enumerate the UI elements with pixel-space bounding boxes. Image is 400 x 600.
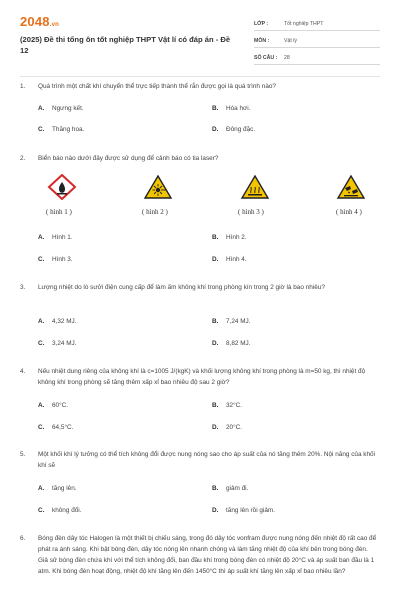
question-number: 3. [20, 284, 26, 291]
option-letter: B. [212, 402, 219, 409]
question-number: 5. [20, 451, 26, 458]
option-text: Hình 3. [52, 256, 73, 263]
option-text: Hình 2. [226, 234, 247, 241]
meta-value: Tốt nghiệp THPT [284, 21, 324, 27]
option-text: Hóa hơi. [226, 105, 251, 112]
option-text: Ngưng kết. [52, 105, 84, 112]
option-d[interactable] [212, 126, 255, 133]
option-text: giảm đi. [226, 485, 249, 492]
header-divider [20, 76, 380, 77]
option-letter: C. [38, 507, 45, 514]
option-letter: C. [38, 340, 45, 347]
option-text: 64,5°C. [52, 424, 74, 431]
option-c[interactable] [38, 340, 77, 347]
option-letter: D. [212, 340, 219, 347]
question-4 [20, 366, 378, 388]
option-a[interactable] [38, 318, 77, 325]
meta-row-count [254, 48, 380, 65]
option-a[interactable] [38, 485, 77, 492]
option-text: Hình 1. [52, 234, 73, 241]
logo-suffix: .vn [49, 22, 60, 28]
option-letter: A. [38, 318, 45, 325]
question-5 [20, 449, 378, 471]
option-text: không đổi. [52, 507, 82, 514]
option-letter: C. [38, 424, 45, 431]
document-title: (2025) Đề thi tổng ôn tốt nghiệp THPT Vật lí có đáp án - Đề 12 [20, 35, 231, 55]
option-text: 60°C. [52, 402, 69, 409]
option-text: 3,24 MJ. [52, 340, 77, 347]
option-letter: A. [38, 105, 45, 112]
option-letter: A. [38, 234, 45, 241]
logo-text: 2048 [20, 14, 50, 29]
corrosive-sign-icon [336, 174, 366, 200]
option-d[interactable] [212, 507, 275, 514]
option-text: Thăng hoa. [52, 126, 85, 133]
flammable-sign-icon [47, 174, 77, 200]
option-text: tăng lên rồi giảm. [226, 507, 276, 514]
question-text: Một khối khí lý tưởng có thể tích không đổi được nung nóng sao cho áp suất của nó tăng thêm 20%. Nội năng của khối khí sẽ [38, 451, 376, 469]
question-text: Quá trình một chất khí chuyển thể trực tiếp thành thể rắn được gọi là quá trình nào? [38, 83, 276, 90]
meta-key: SỐ CÂU : [254, 55, 278, 61]
option-b[interactable] [212, 318, 251, 325]
option-text: 20°C. [226, 424, 243, 431]
meta-value: 28 [284, 55, 290, 61]
laser-warning-icon [143, 174, 173, 200]
question-1 [20, 81, 378, 92]
option-a[interactable] [38, 234, 73, 241]
question-6 [20, 533, 378, 577]
option-text: 8,82 MJ. [226, 340, 251, 347]
option-text: 4,32 MJ. [52, 318, 77, 325]
site-logo[interactable] [20, 14, 59, 29]
option-letter: A. [38, 402, 45, 409]
figure-caption-4: ( hình 4 ) [336, 208, 362, 216]
option-letter: C. [38, 256, 45, 263]
meta-row-class [254, 14, 380, 31]
meta-value: Vật lý [284, 38, 297, 44]
meta-key: LỚP : [254, 21, 269, 27]
question-2 [20, 153, 378, 164]
meta-table [254, 14, 380, 65]
question-text: Bóng đèn dây tóc Halogen là một thiết bị chiếu sáng, trong đó dây tóc vonfram được nung nóng đến nhiệt độ rất cao để phát ra ánh sáng. Khi bật bóng đèn, dây tóc nóng lên nhanh chóng và làm tăng nhiệt độ của khí bên trong bóng đèn. Giả sử bóng đèn chứa khí với thể tích không đổi, ban đầu khí trong bóng đèn có nhiệt độ 20°C và áp suất ban đầu là 1 atm. Khi bóng đèn hoạt động, nhiệt độ khí tăng lên đến 1450°C thì áp suất khí tăng lên xấp xỉ bao nhiêu lần? [38, 535, 377, 575]
option-letter: A. [38, 485, 45, 492]
option-a[interactable] [38, 105, 84, 112]
option-d[interactable] [212, 256, 247, 263]
meta-key: MÔN : [254, 38, 270, 44]
meta-row-subject [254, 31, 380, 48]
option-text: Đông đặc. [226, 126, 256, 133]
question-text: Lượng nhiệt do lò sưởi điện cung cấp để làm ấm không khí trong phòng kín trong 2 giờ là bao nhiêu? [38, 284, 325, 291]
figure-caption-1: ( hình 1 ) [46, 208, 72, 216]
option-d[interactable] [212, 340, 251, 347]
option-c[interactable] [38, 507, 82, 514]
option-text: 7,24 MJ. [226, 318, 251, 325]
option-c[interactable] [38, 126, 84, 133]
option-d[interactable] [212, 424, 242, 431]
question-number: 1. [20, 83, 26, 90]
hot-surface-icon [240, 174, 270, 200]
option-letter: B. [212, 485, 219, 492]
option-c[interactable] [38, 256, 73, 263]
option-text: Hình 4. [226, 256, 247, 263]
option-letter: B. [212, 318, 219, 325]
option-letter: D. [212, 507, 219, 514]
option-letter: B. [212, 234, 219, 241]
option-letter: D. [212, 256, 219, 263]
option-b[interactable] [212, 234, 247, 241]
option-a[interactable] [38, 402, 68, 409]
option-text: 32°C. [226, 402, 243, 409]
option-text: tăng lên. [52, 485, 77, 492]
option-b[interactable] [212, 485, 248, 492]
option-b[interactable] [212, 105, 250, 112]
question-text: Nếu nhiệt dung riêng của không khí là c=1005 J/(kgK) và khối lượng không khí trong phòng là m=50 kg, thì nhiệt độ không khí trong phòng sẽ tăng thêm xấp xỉ bao nhiêu độ sau 2 giờ? [38, 368, 366, 386]
question-number: 2. [20, 155, 26, 162]
question-number: 6. [20, 535, 26, 542]
option-letter: D. [212, 126, 219, 133]
figure-caption-3: ( hình 3 ) [238, 208, 264, 216]
option-letter: B. [212, 105, 219, 112]
option-c[interactable] [38, 424, 73, 431]
question-number: 4. [20, 368, 26, 375]
question-text: Biển báo nào dưới đây được sử dụng để cảnh báo có tia laser? [38, 155, 219, 162]
option-letter: C. [38, 126, 45, 133]
question-3 [20, 282, 378, 293]
option-b[interactable] [212, 402, 242, 409]
figure-caption-2: ( hình 2 ) [142, 208, 168, 216]
option-letter: D. [212, 424, 219, 431]
